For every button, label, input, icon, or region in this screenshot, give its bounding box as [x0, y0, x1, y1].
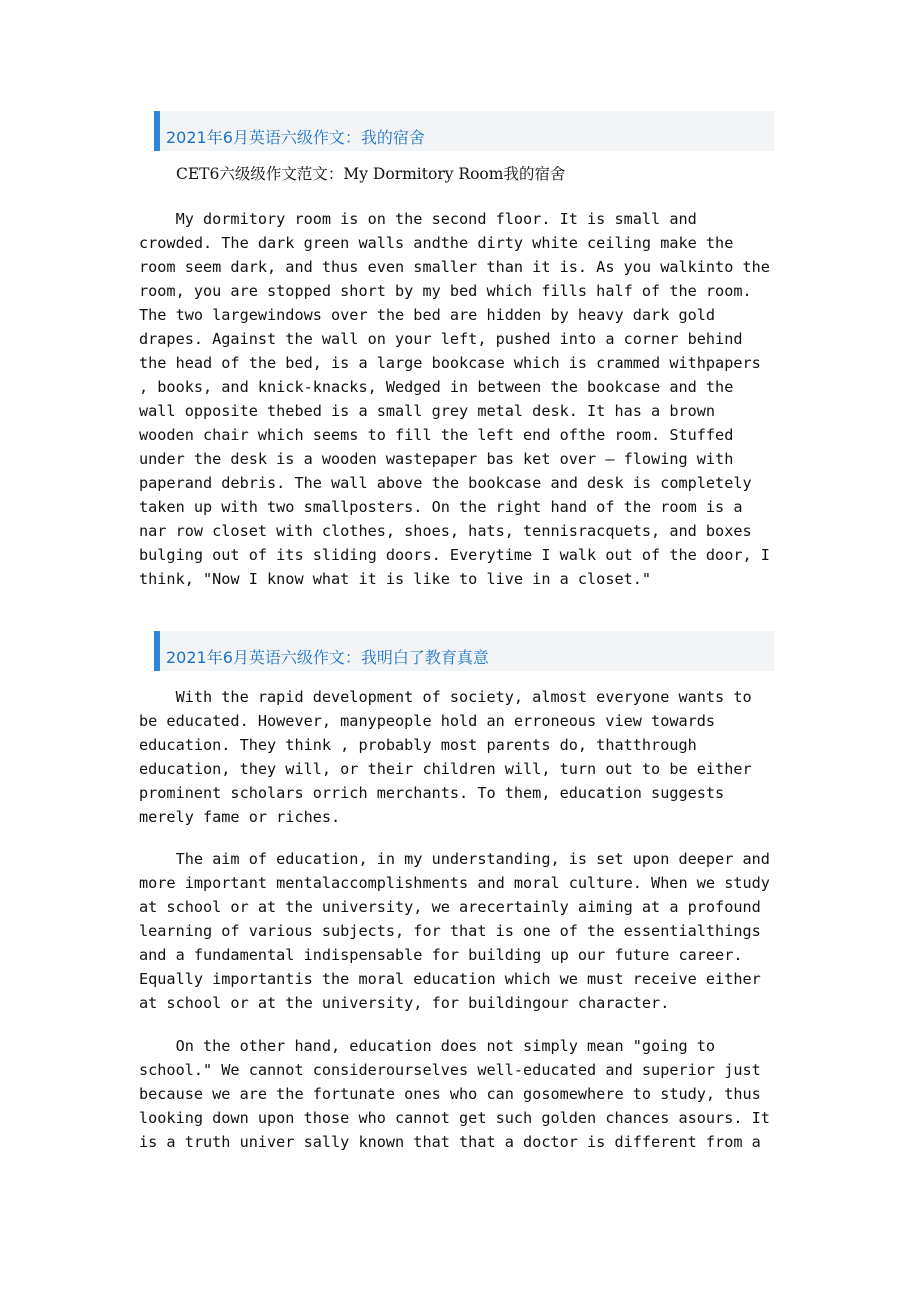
subtitle-text: CET6六级级作文范文：My Dormitory Room我的宿舍: [176, 165, 566, 183]
text-line: prominent scholars orrich merchants. To them, education suggests: [139, 784, 725, 802]
text-line: is a truth univer sally known that that a doctor is different from a: [139, 1133, 761, 1151]
text-line: With the rapid development of society, almost everyone wants to: [139, 688, 752, 706]
section-heading-1: [154, 111, 774, 151]
text-line: The two largewindows over the bed are hidden by heavy dark gold: [139, 306, 716, 324]
text-line: and a fundamental indispensable for building up our future career.: [139, 946, 743, 964]
text-line: at school or at the university, for buildingour character.: [139, 994, 670, 1012]
text-line: On the other hand, education does not simply mean "going to: [139, 1037, 716, 1055]
text-line: education. They think , probably most parents do, thatthrough: [139, 736, 697, 754]
section-heading-text: 2021年6月英语六级作文：我明白了教育真意: [166, 648, 489, 667]
text-line: taken up with two smallposters. On the right hand of the room is a: [139, 498, 743, 516]
text-line: because we are the fortunate ones who can gosomewhere to study, thus: [139, 1085, 761, 1103]
text-line: paperand debris. The wall above the bookcase and desk is completely: [139, 474, 752, 492]
text-line: crowded. The dark green walls andthe dirty white ceiling make the: [139, 234, 734, 252]
text-line: the head of the bed, is a large bookcase which is crammed withpapers: [139, 354, 761, 372]
paragraph: [139, 1034, 784, 1154]
text-line: My dormitory room is on the second floor. It is small and: [139, 210, 697, 228]
text-line: be educated. However, manypeople hold an erroneous view towards: [139, 712, 716, 730]
text-line: merely fame or riches.: [139, 808, 341, 826]
text-line: wall opposite thebed is a small grey metal desk. It has a brown: [139, 402, 716, 420]
text-line: drapes. Against the wall on your left, pushed into a corner behind: [139, 330, 743, 348]
paragraph: [139, 847, 784, 1015]
text-line: wooden chair which seems to fill the left end ofthe room. Stuffed: [139, 426, 734, 444]
paragraph: [139, 685, 784, 829]
text-line: nar row closet with clothes, shoes, hats, tennisracquets, and boxes: [139, 522, 752, 540]
text-line: bulging out of its sliding doors. Everytime I walk out of the door, I: [139, 546, 770, 564]
paragraph: [139, 207, 784, 591]
text-line: under the desk is a wooden wastepaper bas ket over — flowing with: [139, 450, 734, 468]
text-line: room, you are stopped short by my bed which fills half of the room.: [139, 282, 752, 300]
text-line: Equally importantis the moral education which we must receive either: [139, 970, 761, 988]
text-line: The aim of education, in my understanding, is set upon deeper and: [139, 850, 770, 868]
section-heading-2: [154, 631, 774, 671]
text-line: learning of various subjects, for that is one of the essentialthings: [139, 922, 761, 940]
text-line: room seem dark, and thus even smaller than it is. As you walkinto the: [139, 258, 770, 276]
text-line: education, they will, or their children will, turn out to be either: [139, 760, 752, 778]
text-line: school." We cannot considerourselves well-educated and superior just: [139, 1061, 761, 1079]
text-line: looking down upon those who cannot get such golden chances asours. It: [139, 1109, 770, 1127]
text-line: more important mentalaccomplishments and moral culture. When we study: [139, 874, 770, 892]
text-line: , books, and knick-knacks, Wedged in between the bookcase and the: [139, 378, 734, 396]
section-heading-text: 2021年6月英语六级作文：我的宿舍: [166, 128, 425, 147]
text-line: at school or at the university, we arecertainly aiming at a profound: [139, 898, 761, 916]
section-subtitle: [139, 162, 784, 186]
text-line: think, "Now I know what it is like to live in a closet.": [139, 570, 652, 588]
